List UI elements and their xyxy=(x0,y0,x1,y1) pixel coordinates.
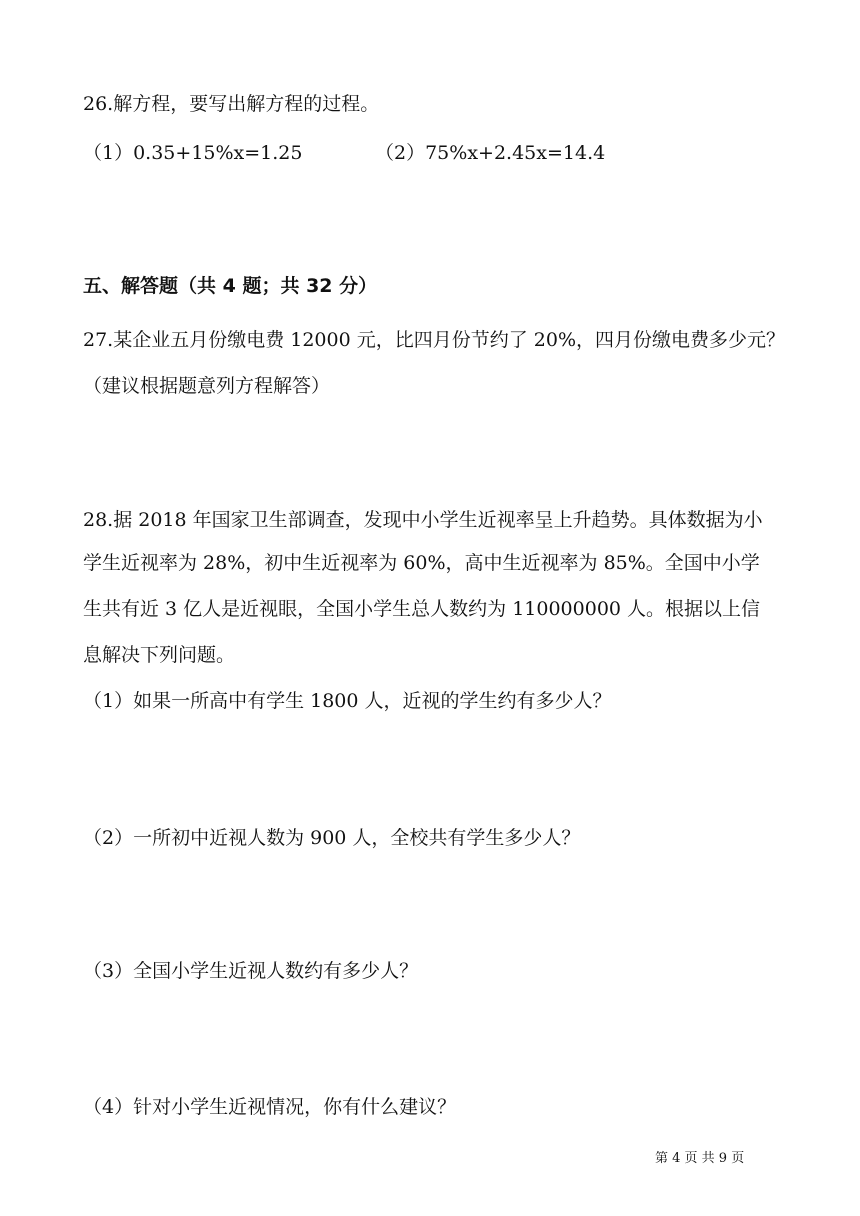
q28-line-4: 息解决下列问题。 xyxy=(83,644,236,666)
q27-line-1: 27.某企业五月份缴电费 12000 元，比四月份节约了 20%，四月份缴电费多少元？ xyxy=(83,329,786,351)
q26-title: 26.解方程，要写出解方程的过程。 xyxy=(83,93,380,115)
page-number-footer: 第 4 页 共 9 页 xyxy=(655,1151,745,1166)
q26-equation-1: （1）0.35+15%x=1.25 xyxy=(83,142,303,164)
q27-line-2: （建议根据题意列方程解答） xyxy=(83,375,331,397)
q28-sub-question-2: （2）一所初中近视人数为 900 人，全校共有学生多少人？ xyxy=(83,827,581,849)
q28-sub-question-4: （4）针对小学生近视情况，你有什么建议？ xyxy=(83,1096,457,1118)
section-5-heading: 五、解答题（共 4 题；共 32 分） xyxy=(83,275,378,297)
q28-line-3: 生共有近 3 亿人是近视眼，全国小学生总人数约为 110000000 人。根据以上信 xyxy=(83,598,761,620)
q28-line-1: 28.据 2018 年国家卫生部调查，发现中小学生近视率呈上升趋势。具体数据为小 xyxy=(83,509,763,531)
q28-sub-question-3: （3）全国小学生近视人数约有多少人？ xyxy=(83,960,419,982)
q28-sub-question-1: （1）如果一所高中有学生 1800 人，近视的学生约有多少人？ xyxy=(83,690,612,712)
q28-line-2: 学生近视率为 28%，初中生近视率为 60%，高中生近视率为 85%。全国中小学 xyxy=(83,552,760,574)
q26-equation-2: （2）75%x+2.45x=14.4 xyxy=(375,142,606,164)
